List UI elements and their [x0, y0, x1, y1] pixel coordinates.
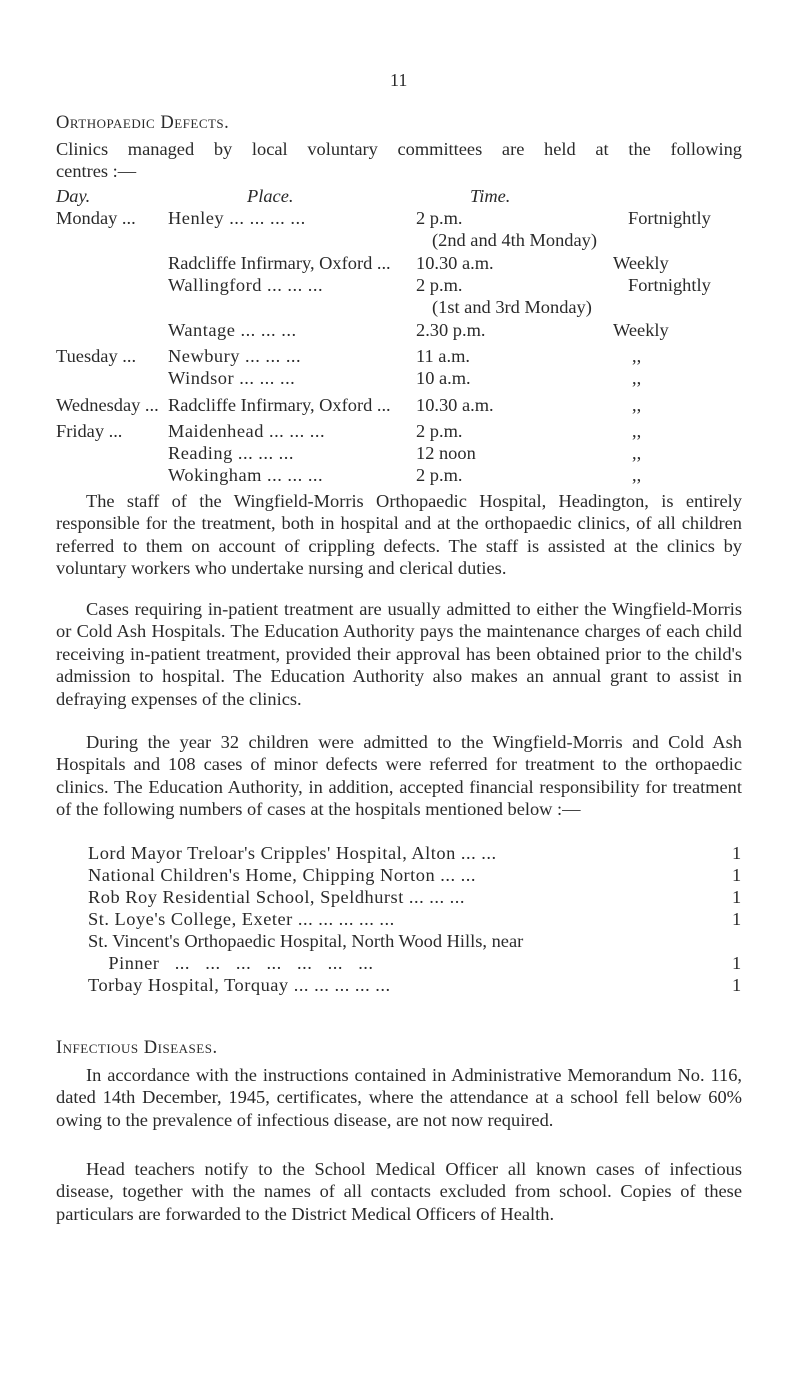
schedule-frequency: Fortnightly — [628, 275, 711, 295]
hospital-count: 1 — [732, 909, 742, 929]
schedule-frequency: ,, — [632, 443, 642, 463]
schedule-frequency: Weekly — [613, 320, 669, 340]
schedule-place: Radcliffe Infirmary, Oxford ... — [168, 253, 391, 273]
schedule-place: Henley ... ... ... ... — [168, 208, 306, 228]
schedule-day: Monday ... — [56, 208, 136, 228]
hospital-count: 1 — [732, 843, 742, 863]
hospital-name: National Children's Home, Chipping Norton ... ... — [88, 865, 476, 885]
schedule-place: Newbury ... ... ... — [168, 346, 302, 366]
schedule-place: Maidenhead ... ... ... — [168, 421, 326, 441]
intro-line-1: Clinics managed by local voluntary committees are held at the following — [56, 139, 742, 159]
hospital-name: Torbay Hospital, Torquay ... ... ... ... ... — [88, 975, 391, 995]
schedule-place: Windsor ... ... ... — [168, 368, 296, 388]
hospital-name: St. Loye's College, Exeter ... ... ... ... ... — [88, 909, 395, 929]
schedule-place: Reading ... ... ... — [168, 443, 294, 463]
schedule-day: Friday ... — [56, 421, 123, 441]
header-time: Time. — [470, 186, 511, 206]
schedule-frequency: ,, — [632, 395, 642, 415]
schedule-frequency: ,, — [632, 368, 642, 388]
schedule-day: Wednesday ... — [56, 395, 159, 415]
hospital-count: 1 — [732, 975, 742, 995]
paragraph-memorandum: In accordance with the instructions contained in Administrative Memorandum No. 116, dated 14th December, 1945, certificates, where the attendance at a school fell below 60% owing to the prevalence of infectious disease, are not now required. — [56, 1065, 742, 1130]
schedule-time: 2 p.m. — [416, 421, 463, 441]
schedule-place: Wokingham ... ... ... — [168, 465, 324, 485]
schedule-frequency: ,, — [632, 346, 642, 366]
section-heading-infectious: Infectious Diseases. — [56, 1038, 218, 1058]
header-place: Place. — [247, 186, 294, 206]
hospital-name: Pinner ... ... ... ... ... ... ... — [88, 953, 374, 973]
hospital-name: Rob Roy Residential School, Speldhurst ... ... ... — [88, 887, 465, 907]
page-number: 11 — [390, 70, 408, 90]
hospital-name: St. Vincent's Orthopaedic Hospital, North Wood Hills, near — [88, 931, 524, 951]
header-day: Day. — [56, 186, 91, 206]
hospital-count: 1 — [732, 887, 742, 907]
schedule-time: 2 p.m. — [416, 208, 463, 228]
hospital-count: 1 — [732, 865, 742, 885]
intro-line-2: centres :— — [56, 161, 137, 181]
schedule-day: Tuesday ... — [56, 346, 137, 366]
schedule-frequency: ,, — [632, 421, 642, 441]
schedule-time: 10.30 a.m. — [416, 253, 494, 273]
schedule-note: (2nd and 4th Monday) — [432, 230, 597, 250]
paragraph-notifications: Head teachers notify to the School Medical Officer all known cases of infectious disease, together with the names of all contacts excluded from school. Copies of these particulars are forwarded to the District Medical Officers of Health. — [56, 1159, 742, 1224]
schedule-note: (1st and 3rd Monday) — [432, 297, 592, 317]
schedule-frequency: Fortnightly — [628, 208, 711, 228]
schedule-time: 10 a.m. — [416, 368, 471, 388]
paragraph-admissions: During the year 32 children were admitted to the Wingfield-Morris and Cold Ash Hospitals and 108 cases of minor defects were referred for treatment to the orthopaedic clinics. The Education Authority, in addition, accepted financial responsibility for treatment of the following numbers of cases at the hospitals mentioned below :— — [56, 732, 742, 820]
schedule-time: 11 a.m. — [416, 346, 470, 366]
hospital-name: Lord Mayor Treloar's Cripples' Hospital, Alton ... ... — [88, 843, 497, 863]
schedule-time: 2 p.m. — [416, 465, 463, 485]
schedule-frequency: ,, — [632, 465, 642, 485]
schedule-frequency: Weekly — [613, 253, 669, 273]
section-heading-orthopaedic: Orthopaedic Defects. — [56, 113, 230, 133]
schedule-time: 12 noon — [416, 443, 476, 463]
schedule-time: 2.30 p.m. — [416, 320, 486, 340]
paragraph-staff: The staff of the Wingfield-Morris Orthopaedic Hospital, Headington, is entirely responsible for the treatment, both in hospital and at the orthopaedic clinics, of all children referred to them on account of crippling defects. The staff is assisted at the clinics by voluntary workers who undertake nursing and clerical duties. — [56, 491, 742, 579]
paragraph-in-patient: Cases requiring in-patient treatment are usually admitted to either the Wingfield-Morris or Cold Ash Hospitals. The Education Authority pays the maintenance charges of each child receiving in-patient treatment, provided their approval has been obtained prior to the child's admission to hospital. The Education Authority also makes an annual grant to assist in defraying expenses of the clinics. — [56, 599, 742, 709]
schedule-place: Wantage ... ... ... — [168, 320, 297, 340]
schedule-place: Wallingford ... ... ... — [168, 275, 324, 295]
schedule-place: Radcliffe Infirmary, Oxford ... — [168, 395, 391, 415]
schedule-time: 10.30 a.m. — [416, 395, 494, 415]
hospital-count: 1 — [732, 953, 742, 973]
schedule-time: 2 p.m. — [416, 275, 463, 295]
